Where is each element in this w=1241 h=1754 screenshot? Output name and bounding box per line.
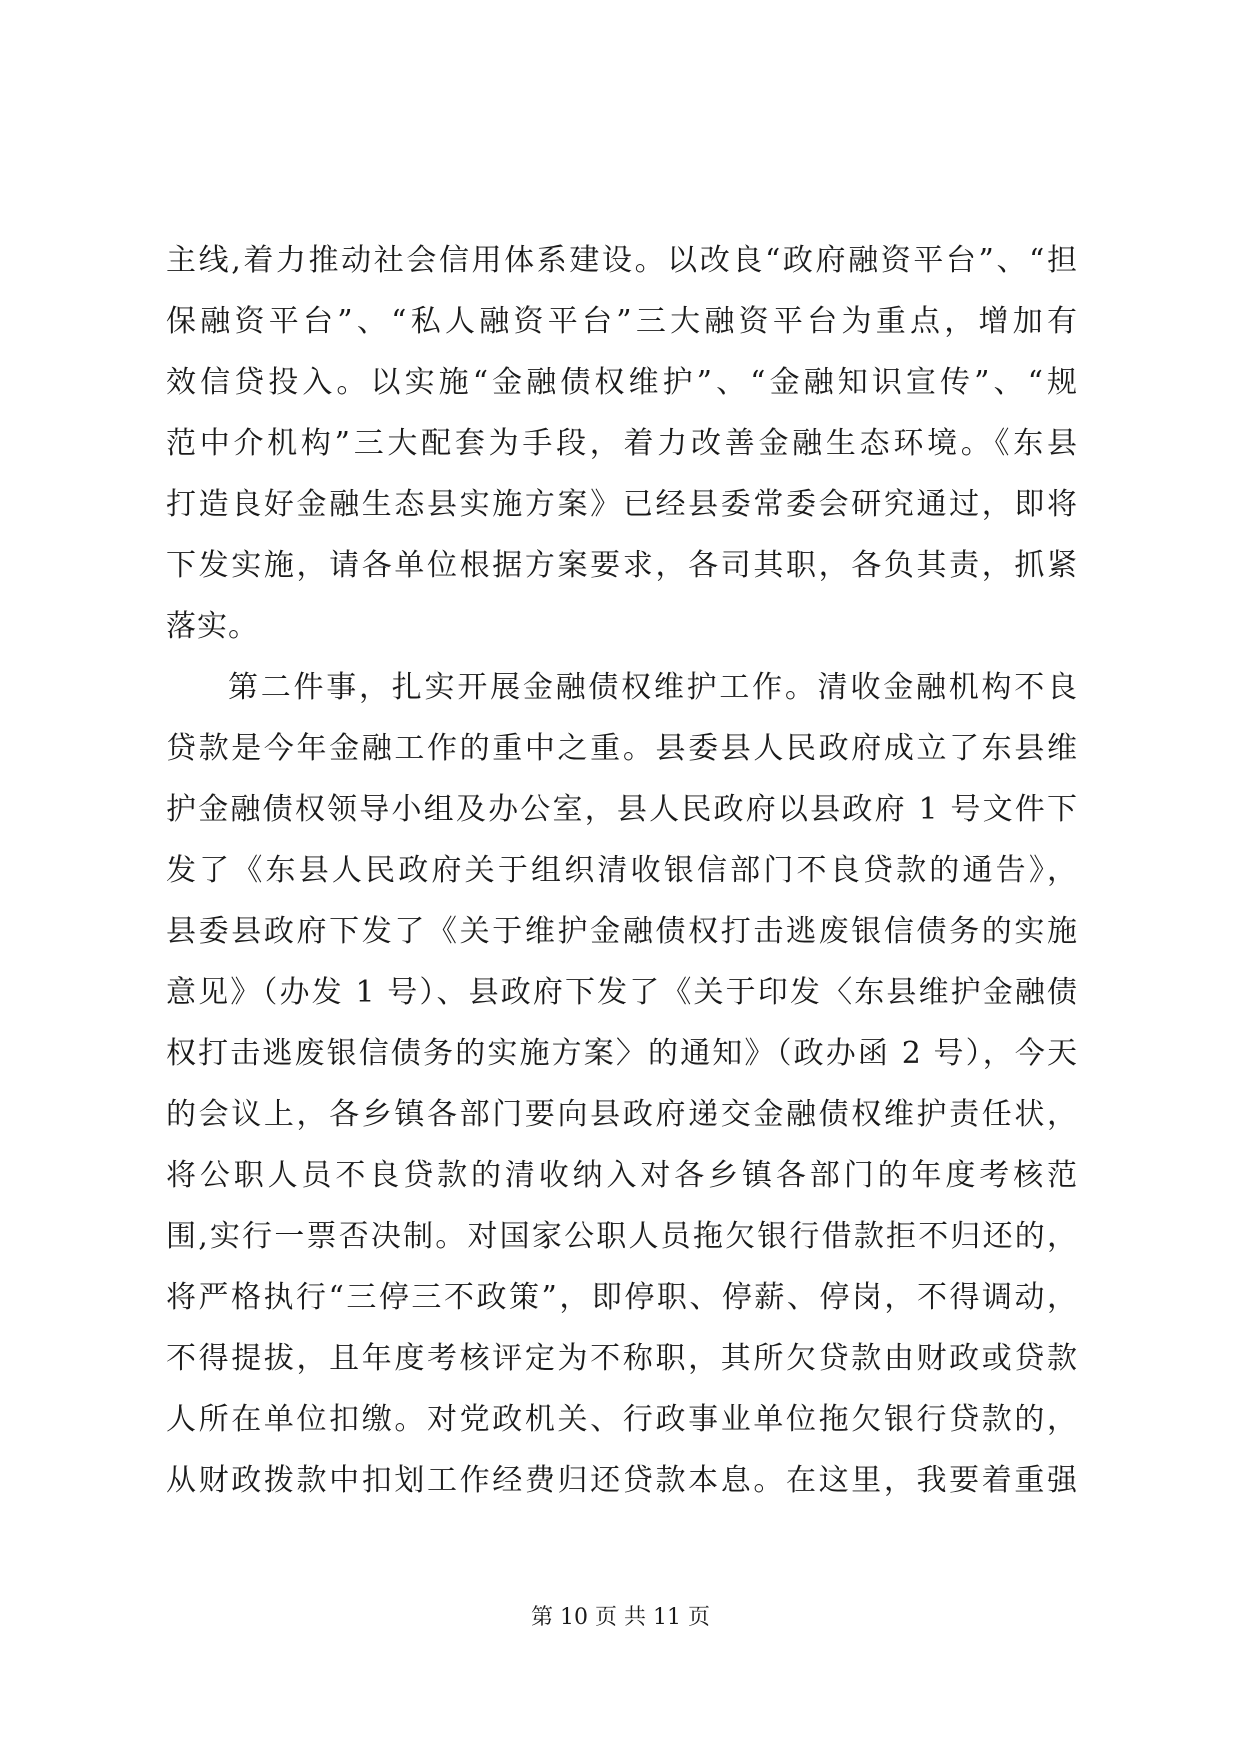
- text-line: 范中介机构”三大配套为手段，着力改善金融生态环境。《东县: [166, 426, 1078, 461]
- page-number-footer: 第 10 页 共 11 页: [531, 1605, 710, 1630]
- text-line: 的会议上，各乡镇各部门要向县政府递交金融债权维护责任状，: [166, 1097, 1078, 1132]
- paragraph-1: [166, 230, 1078, 657]
- paragraph-2: [166, 657, 1078, 1511]
- text-line: 效信贷投入。以实施“金融债权维护”、“金融知识宣传”、“规: [166, 365, 1078, 400]
- text-line: 发了《东县人民政府关于组织清收银信部门不良贷款的通告》，: [166, 853, 1078, 888]
- text-line: 落实。: [166, 609, 259, 644]
- text-line: 将公职人员不良贷款的清收纳入对各乡镇各部门的年度考核范: [166, 1158, 1078, 1193]
- body-text: [166, 230, 1078, 1511]
- text-line: 下发实施，请各单位根据方案要求，各司其职，各负其责，抓紧: [166, 548, 1078, 583]
- text-line: 从财政拨款中扣划工作经费归还贷款本息。在这里，我要着重强: [166, 1463, 1078, 1498]
- text-line: 护金融债权领导小组及办公室，县人民政府以县政府 1 号文件下: [166, 792, 1078, 827]
- text-line: 县委县政府下发了《关于维护金融债权打击逃废银信债务的实施: [166, 914, 1078, 949]
- text-line: 人所在单位扣缴。对党政机关、行政事业单位拖欠银行贷款的，: [166, 1402, 1078, 1437]
- text-line: 第二件事，扎实开展金融债权维护工作。清收金融机构不良: [228, 670, 1078, 705]
- text-line: 贷款是今年金融工作的重中之重。县委县人民政府成立了东县维: [166, 731, 1078, 766]
- text-line: 主线,着力推动社会信用体系建设。以改良“政府融资平台”、“担: [166, 243, 1078, 278]
- text-line: 打造良好金融生态县实施方案》已经县委常委会研究通过，即将: [166, 487, 1078, 522]
- text-line: 将严格执行“三停三不政策”，即停职、停薪、停岗，不得调动，: [166, 1280, 1078, 1315]
- text-line: 权打击逃废银信债务的实施方案〉的通知》（政办函 2 号），今天: [166, 1036, 1078, 1071]
- text-line: 不得提拔，且年度考核评定为不称职，其所欠贷款由财政或贷款: [166, 1341, 1078, 1376]
- text-line: 围,实行一票否决制。对国家公职人员拖欠银行借款拒不归还的，: [166, 1219, 1078, 1254]
- text-line: 意见》（办发 1 号）、县政府下发了《关于印发〈东县维护金融债: [166, 975, 1078, 1010]
- text-line: 保融资平台”、“私人融资平台”三大融资平台为重点，增加有: [166, 304, 1078, 339]
